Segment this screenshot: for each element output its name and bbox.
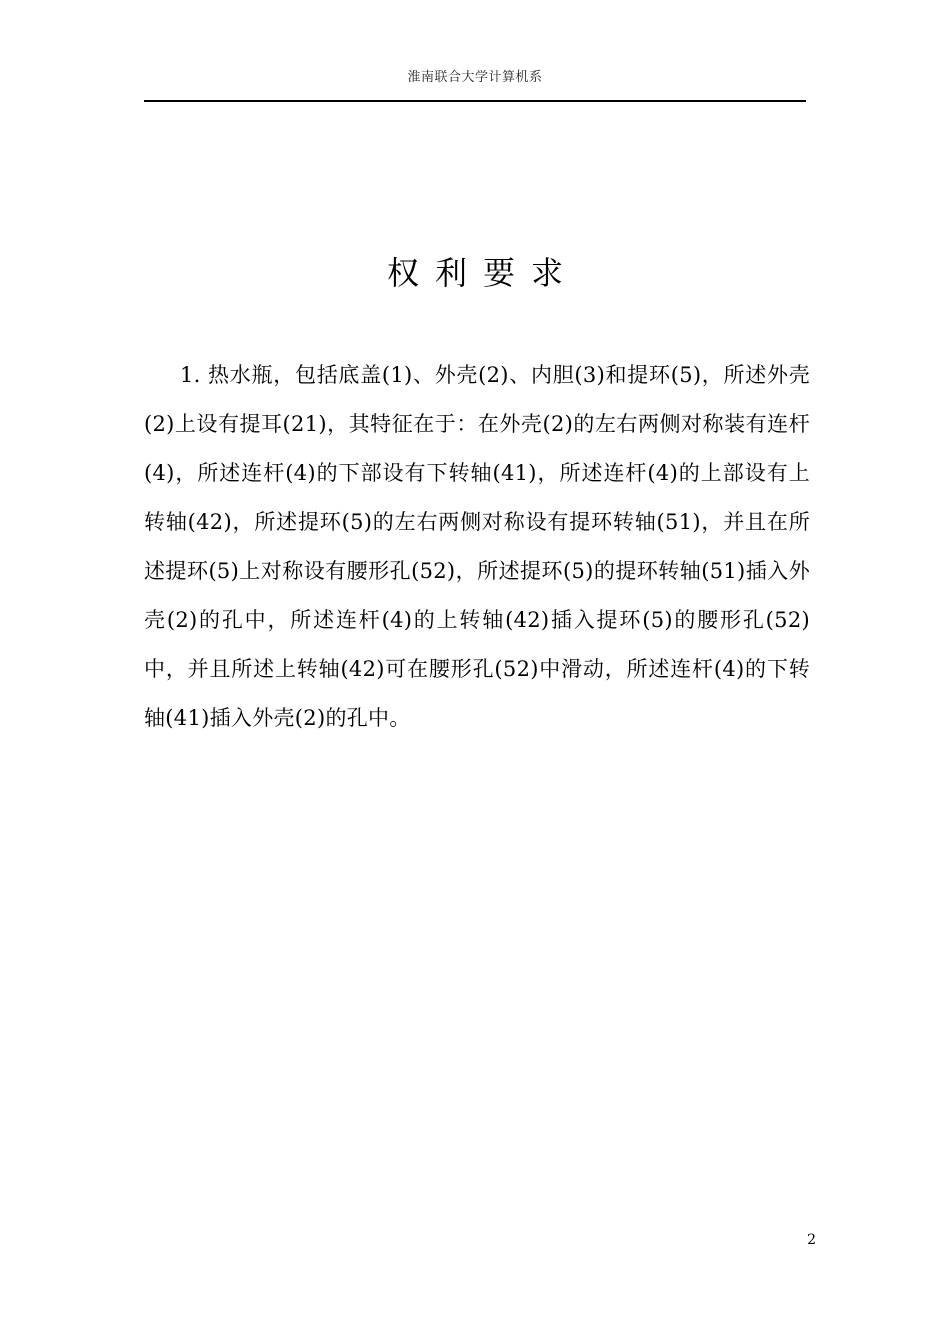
page-title: 权利要求	[386, 254, 579, 293]
page-number: 2	[807, 1232, 816, 1248]
claim-paragraph: 1. 热水瓶，包括底盖(1)、外壳(2)、内胆(3)和提环(5)，所述外壳(2)上设有提耳(21)，其特征在于：在外壳(2)的左右两侧对称装有连杆(4)，所述连杆(4)的下部设有下转轴(41)，所述连杆(4)的上部设有上转轴(42)，所述提环(5)的左右两侧对称设有提环转轴(51)，并且在所述提环(5)上对称设有腰形孔(52)，所述提环(5)的提环转轴(51)插入外壳(2)的孔中，所述连杆(4)的上转轴(42)插入提环(5)的腰形孔(52)中，并且所述上转轴(42)可在腰形孔(52)中滑动，所述连杆(4)的下转轴(41)插入外壳(2)的孔中。	[144, 363, 810, 730]
header-divider	[144, 100, 806, 102]
running-header: 淮南联合大学计算机系	[407, 70, 543, 85]
